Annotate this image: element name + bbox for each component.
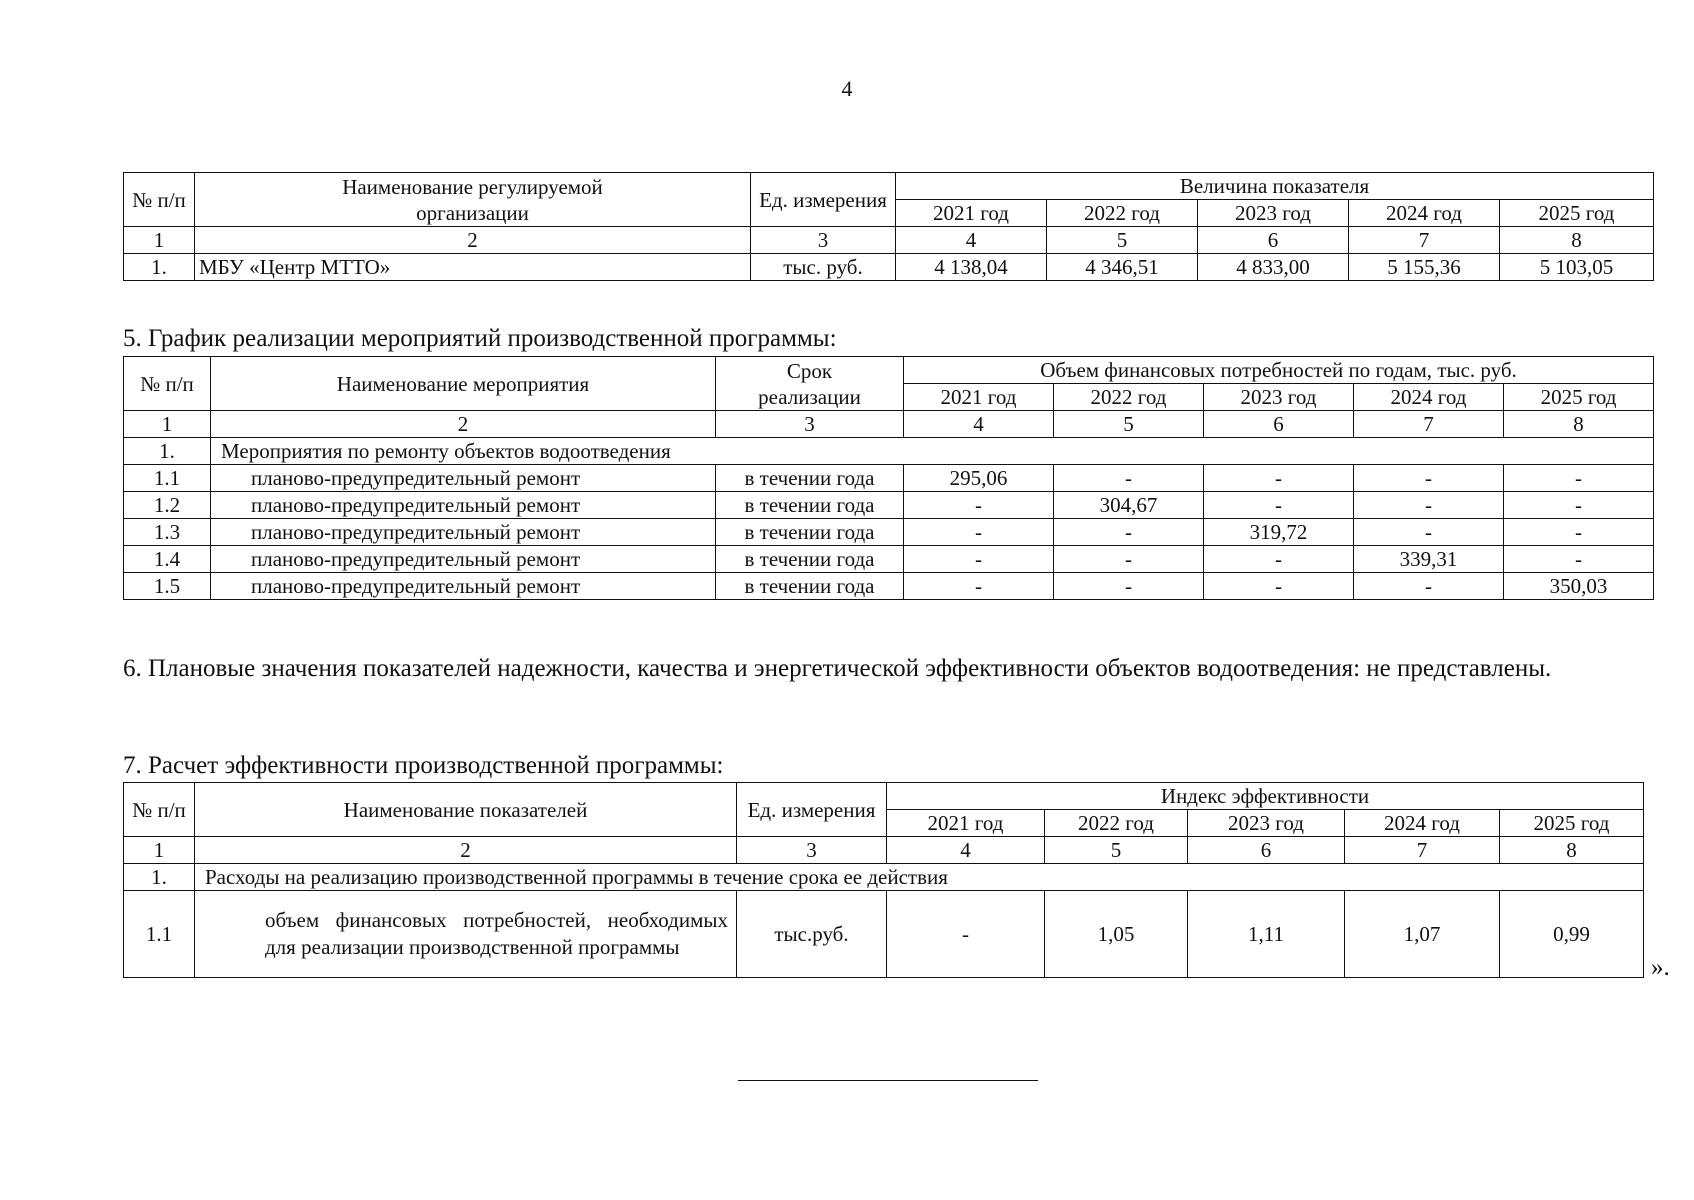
group-row [124,438,1654,465]
column-number-row [124,837,1644,864]
term-cell: в течении года [716,519,904,546]
year-header: 2024 год [1349,200,1500,227]
year-header: 2022 год [1054,384,1204,411]
col-name-header: Наименование мероприятия [211,357,716,411]
value-cell: - [1504,519,1654,546]
col-number: 7 [1354,411,1504,438]
col-number: 3 [737,837,887,864]
value-cell: 304,67 [1054,492,1204,519]
page-number: 4 [841,76,853,101]
value-cell: 4 833,00 [1198,254,1349,281]
col-number: 7 [1349,227,1500,254]
value-cell: - [887,891,1045,978]
row-num: 1. [124,438,211,465]
col-num-header: № п/п [124,357,211,411]
year-header: 2023 год [1198,200,1349,227]
value-cell: 4 138,04 [896,254,1047,281]
table-row [124,492,1654,519]
efficiency-table [123,782,1644,978]
row-num: 1.5 [124,573,211,600]
col-name-header: Наименование показателей [195,783,737,837]
schedule-table [123,356,1654,600]
row-num: 1. [124,254,195,281]
value-group-header: Величина показателя [896,173,1654,200]
year-header: 2025 год [1504,384,1654,411]
col-number: 8 [1500,837,1644,864]
value-cell: - [1354,573,1504,600]
year-header: 2021 год [887,810,1045,837]
value-cell: - [904,546,1054,573]
row-num: 1.1 [124,465,211,492]
measure-name: планово-предупредительный ремонт [211,573,716,600]
year-header: 2024 год [1345,810,1500,837]
col-number: 1 [124,227,195,254]
year-header: 2022 год [1047,200,1198,227]
col-number: 6 [1188,837,1345,864]
organization-name: МБУ «Центр МТТО» [195,254,751,281]
value-cell: 319,72 [1204,519,1354,546]
year-header: 2023 год [1188,810,1345,837]
row-num: 1.2 [124,492,211,519]
measure-name: планово-предупредительный ремонт [211,519,716,546]
col-number: 2 [195,837,737,864]
table-row [124,573,1654,600]
col-number: 5 [1047,227,1198,254]
unit: тыс.руб. [737,891,887,978]
term-cell: в течении года [716,546,904,573]
col-unit-header: Ед. измерения [737,783,887,837]
col-number: 1 [124,411,211,438]
value-cell: 5 103,05 [1500,254,1654,281]
end-rule [738,1080,1038,1081]
unit: тыс. руб. [751,254,896,281]
value-cell: - [1054,519,1204,546]
measure-name: планово-предупредительный ремонт [211,465,716,492]
efficiency-group-header: Индекс эффективности [887,783,1644,810]
table-row [124,891,1644,978]
col-number: 5 [1054,411,1204,438]
value-cell: - [1354,492,1504,519]
group-title: Мероприятия по ремонту объектов водоотведения [211,438,1654,465]
col-number: 8 [1500,227,1654,254]
table-row [124,254,1654,281]
col-num-header: № п/п [124,173,195,227]
measure-name: планово-предупредительный ремонт [211,492,716,519]
table-row [124,546,1654,573]
year-header: 2023 год [1204,384,1354,411]
value-cell: - [1054,573,1204,600]
value-cell: - [904,519,1054,546]
group-row [124,864,1644,891]
table-row [124,465,1654,492]
organization-indicator-table [123,172,1654,281]
col-number: 3 [751,227,896,254]
year-header: 2021 год [896,200,1047,227]
year-header: 2021 год [904,384,1054,411]
value-cell: - [1354,465,1504,492]
col-number: 4 [896,227,1047,254]
value-cell: 4 346,51 [1047,254,1198,281]
row-num: 1.1 [124,891,195,978]
value-cell: - [1204,573,1354,600]
col-number: 4 [904,411,1054,438]
col-number: 6 [1204,411,1354,438]
group-title: Расходы на реализацию производственной программы в течение срока ее действия [195,864,1644,891]
value-cell: 5 155,36 [1349,254,1500,281]
year-header: 2024 год [1354,384,1504,411]
value-cell: 1,11 [1188,891,1345,978]
term-cell: в течении года [716,573,904,600]
column-number-row [124,411,1654,438]
col-num-header: № п/п [124,783,195,837]
value-cell: 339,31 [1354,546,1504,573]
value-cell: - [1204,492,1354,519]
value-cell: 1,05 [1045,891,1188,978]
section-6-paragraph: 6. Плановые значения показателей надежности, качества и энергетической эффективности объектов водоотведения: не представлены. [123,655,1552,682]
year-header: 2022 год [1045,810,1188,837]
value-cell: - [904,492,1054,519]
value-cell: - [1204,546,1354,573]
term-cell: в течении года [716,492,904,519]
value-cell: 0,99 [1500,891,1644,978]
col-name-header: Наименование регулируемой организации [195,173,751,227]
col-number: 3 [716,411,904,438]
value-cell: - [1504,546,1654,573]
value-cell: - [1504,465,1654,492]
term-cell: в течении года [716,465,904,492]
value-cell: 295,06 [904,465,1054,492]
value-cell: 1,07 [1345,891,1500,978]
col-number: 2 [211,411,716,438]
col-number: 6 [1198,227,1349,254]
value-cell: - [1204,465,1354,492]
section-5-title: 5. График реализации мероприятий производственной программы: [123,325,837,352]
col-number: 8 [1504,411,1654,438]
col-number: 4 [887,837,1045,864]
year-header: 2025 год [1500,810,1644,837]
finance-group-header: Объем финансовых потребностей по годам, тыс. руб. [904,357,1654,384]
value-cell: - [1054,546,1204,573]
col-number: 7 [1345,837,1500,864]
col-number: 1 [124,837,195,864]
value-cell: 350,03 [1504,573,1654,600]
value-cell: - [1054,465,1204,492]
column-number-row [124,227,1654,254]
year-header: 2025 год [1500,200,1654,227]
col-number: 5 [1045,837,1188,864]
value-cell: - [1504,492,1654,519]
section-7-title: 7. Расчет эффективности производственной программы: [123,752,724,779]
row-num: 1.3 [124,519,211,546]
indicator-name: объем финансовых потребностей, необходимых для реализации производственной программы [195,891,737,978]
col-term-header: Срок реализации [716,357,904,411]
table-row [124,519,1654,546]
value-cell: - [1354,519,1504,546]
col-number: 2 [195,227,751,254]
value-cell: - [904,573,1054,600]
measure-name: планово-предупредительный ремонт [211,546,716,573]
row-num: 1.4 [124,546,211,573]
closing-quote-mark: ». [1651,954,1670,981]
col-unit-header: Ед. измерения [751,173,896,227]
row-num: 1. [124,864,195,891]
